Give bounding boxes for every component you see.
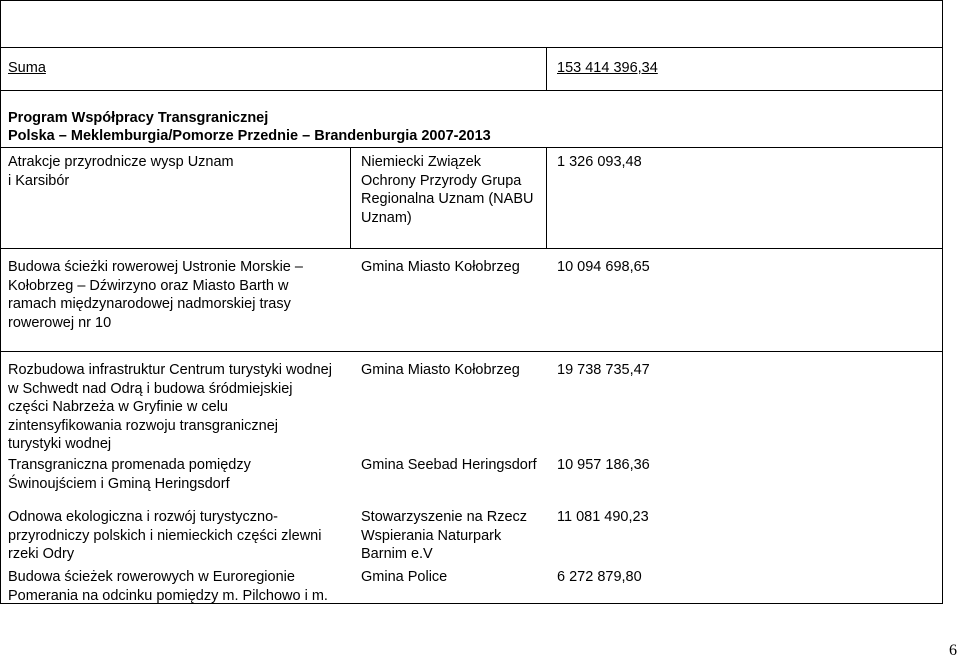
project-name: Atrakcje przyrodnicze wysp Uznam i Karsibór bbox=[8, 154, 234, 189]
project-amount: 6 272 879,80 bbox=[557, 569, 642, 585]
table-rule bbox=[0, 351, 943, 352]
project-beneficiary: Niemiecki Związek Ochrony Przyrody Grupa Regionalna Uznam (NABU Uznam) bbox=[361, 154, 534, 226]
program-title-line2: Polska – Meklemburgia/Pomorze Przednie – Brandenburgia 2007-2013 bbox=[8, 128, 491, 144]
table-rule bbox=[0, 0, 943, 1]
project-amount: 1 326 093,48 bbox=[557, 154, 642, 170]
program-title-line1: Program Współpracy Transgranicznej bbox=[8, 110, 269, 126]
table-rule bbox=[0, 90, 943, 91]
table-rule bbox=[350, 147, 351, 249]
table-rule bbox=[546, 47, 547, 91]
project-name: Budowa ścieżki rowerowej Ustronie Morskie – Kołobrzeg – Dźwirzyno oraz Miasto Barth w ramach międzynarodowej nadmorskiej trasy rowerowej nr 10 bbox=[8, 259, 303, 331]
project-name: Rozbudowa infrastruktur Centrum turystyki wodnej w Schwedt nad Odrą i budowa śródmiejskiej części Nabrzeża w Gryfinie w celu zintensyfikowania rozwoju transgranicznej turystyki wodnej bbox=[8, 362, 332, 452]
project-beneficiary: Gmina Miasto Kołobrzeg bbox=[361, 362, 520, 378]
table-rule bbox=[942, 0, 943, 604]
table-rule bbox=[0, 248, 943, 249]
project-beneficiary: Gmina Seebad Heringsdorf bbox=[361, 457, 537, 473]
table-rule bbox=[0, 47, 943, 48]
project-name: Odnowa ekologiczna i rozwój turystyczno- przyrodniczy polskich i niemieckich części zlewni rzeki Odry bbox=[8, 509, 322, 562]
project-name: Transgraniczna promenada pomiędzy Świnoujściem i Gminą Heringsdorf bbox=[8, 457, 251, 492]
project-amount: 10 957 186,36 bbox=[557, 457, 650, 473]
table-rule bbox=[0, 0, 1, 604]
project-amount: 10 094 698,65 bbox=[557, 259, 650, 275]
project-name: Budowa ścieżek rowerowych w Euroregionie Pomerania na odcinku pomiędzy m. Pilchowo i m. bbox=[8, 569, 328, 604]
table-rule bbox=[546, 147, 547, 249]
project-beneficiary: Stowarzyszenie na Rzecz Wspierania Naturpark Barnim e.V bbox=[361, 509, 528, 562]
summary-value: 153 414 396,34 bbox=[557, 60, 658, 76]
project-amount: 19 738 735,47 bbox=[557, 362, 650, 378]
summary-label: Suma bbox=[8, 60, 46, 76]
table-rule bbox=[0, 147, 943, 148]
project-amount: 11 081 490,23 bbox=[557, 509, 649, 525]
project-beneficiary: Gmina Miasto Kołobrzeg bbox=[361, 259, 520, 275]
page-number: 6 bbox=[949, 642, 957, 659]
project-beneficiary: Gmina Police bbox=[361, 569, 448, 585]
